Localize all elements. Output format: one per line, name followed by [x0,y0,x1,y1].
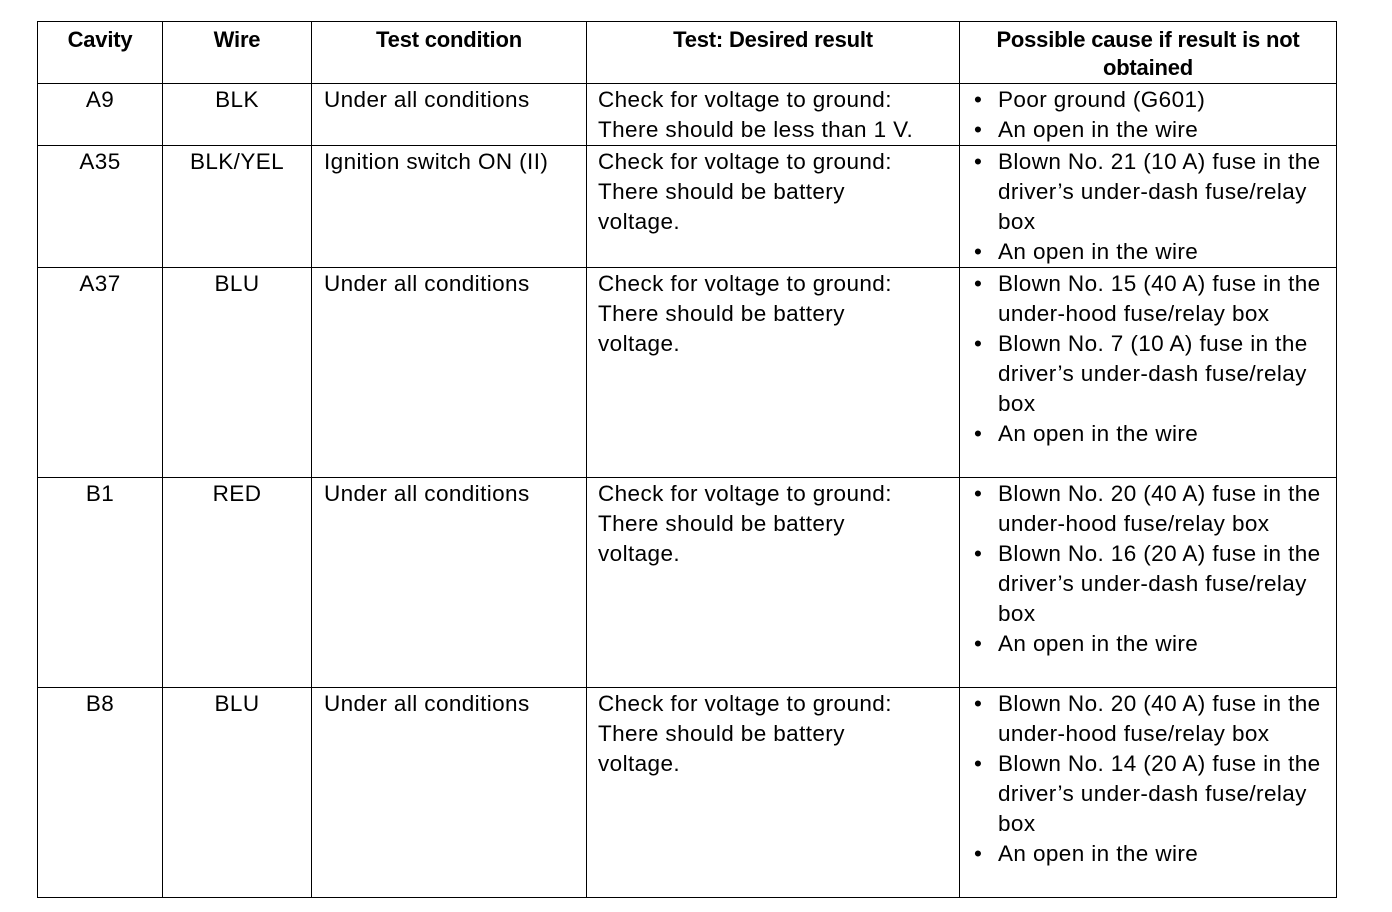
cause-item: • Blown No. 20 (40 A) fuse in the under-hood fuse/relay box [974,479,1334,539]
cause-item: • Blown No. 20 (40 A) fuse in the under-hood fuse/relay box [974,689,1334,749]
cause-cell [960,84,1337,146]
cause-list [974,479,1334,659]
cause-list [974,147,1334,267]
result-line: Check for voltage to ground: [598,87,892,112]
cavity-cell: A9 [38,84,163,146]
cause-cell [960,268,1337,478]
table-row [38,146,1337,268]
result-line: Check for voltage to ground: [598,271,892,296]
wire-cell: BLK/YEL [163,146,312,268]
header-test-condition: Test condition [312,22,587,84]
result-cell [587,268,960,478]
wire-cell: BLU [163,268,312,478]
result-cell [587,478,960,688]
cause-cell [960,478,1337,688]
result-line: There should be battery [598,511,845,536]
cause-item: • An open in the wire [974,237,1334,267]
wire-cell: BLK [163,84,312,146]
condition-cell: Ignition switch ON (II) [312,146,587,268]
header-cavity: Cavity [38,22,163,84]
result-line: There should be battery [598,301,845,326]
cavity-cell: A35 [38,146,163,268]
table-row [38,268,1337,478]
result-line: There should be battery [598,179,845,204]
header-row [38,22,1337,84]
result-cell [587,688,960,898]
cause-list [974,689,1334,869]
result-line: voltage. [598,751,681,776]
header-wire: Wire [163,22,312,84]
header-possible-cause: Possible cause if result is not obtained [960,22,1337,84]
cause-item: • An open in the wire [974,115,1334,145]
cause-item: • Blown No. 14 (20 A) fuse in the driver’s under-dash fuse/relay box [974,749,1334,839]
header-desired-result: Test: Desired result [587,22,960,84]
result-line: Check for voltage to ground: [598,691,892,716]
cause-item: • Blown No. 15 (40 A) fuse in the under-hood fuse/relay box [974,269,1334,329]
table-row [38,478,1337,688]
condition-cell: Under all conditions [312,268,587,478]
cavity-cell: B8 [38,688,163,898]
result-cell [587,146,960,268]
wire-cell: RED [163,478,312,688]
cause-item: • An open in the wire [974,839,1334,869]
cause-item: • Blown No. 7 (10 A) fuse in the driver’s under-dash fuse/relay box [974,329,1334,419]
table-row [38,84,1337,146]
result-line: Check for voltage to ground: [598,149,892,174]
cause-list [974,85,1334,145]
wire-cell: BLU [163,688,312,898]
result-line: There should be less than 1 V. [598,117,914,142]
cavity-cell: B1 [38,478,163,688]
cavity-cell: A37 [38,268,163,478]
connector-test-table [37,21,1337,898]
result-line: voltage. [598,209,681,234]
condition-cell: Under all conditions [312,688,587,898]
result-line: Check for voltage to ground: [598,481,892,506]
result-line: voltage. [598,541,681,566]
result-cell [587,84,960,146]
cause-item: • Poor ground (G601) [974,85,1334,115]
result-line: voltage. [598,331,681,356]
cause-item: • An open in the wire [974,419,1334,449]
result-line: There should be battery [598,721,845,746]
condition-cell: Under all conditions [312,84,587,146]
cause-cell [960,688,1337,898]
table-row [38,688,1337,898]
cause-cell [960,146,1337,268]
cause-item: • An open in the wire [974,629,1334,659]
cause-item: • Blown No. 21 (10 A) fuse in the driver’s under-dash fuse/relay box [974,147,1334,237]
condition-cell: Under all conditions [312,478,587,688]
cause-item: • Blown No. 16 (20 A) fuse in the driver’s under-dash fuse/relay box [974,539,1334,629]
cause-list [974,269,1334,449]
